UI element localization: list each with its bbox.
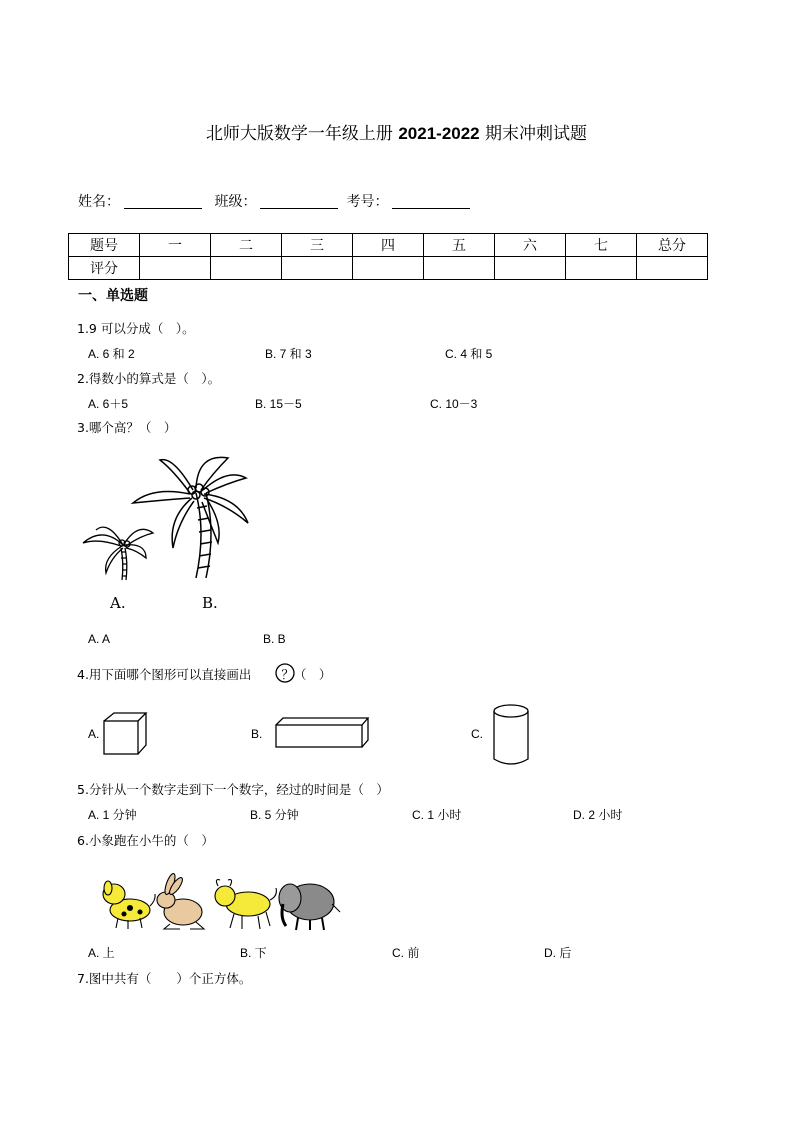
score-cell[interactable] [495, 257, 566, 280]
q3-option-a[interactable]: A. A [88, 632, 111, 646]
palm-trees-icon [78, 448, 263, 616]
q4-option-a[interactable]: A. [88, 727, 100, 741]
cuboid-icon [272, 716, 372, 750]
name-label: 姓名： [78, 194, 120, 210]
row-label-cell: 评分 [69, 257, 140, 280]
header-cell: 题号 [69, 234, 140, 257]
question-1-stem: 1.9 可以分成（ ）。 [77, 321, 195, 336]
header-cell: 六 [495, 234, 566, 257]
question-7-stem: 7.图中共有（ ）个正方体。 [77, 971, 252, 986]
question-3-stem: 3.哪个高？（ ） [77, 420, 177, 435]
q6-option-d[interactable]: D. 后 [544, 946, 572, 960]
cube-icon [100, 711, 150, 757]
question-6-stem: 6.小象跑在小牛的（ ） [77, 833, 214, 848]
question-2-stem: 2.得数小的算式是（ ）。 [77, 371, 221, 386]
header-cell: 总分 [637, 234, 708, 257]
q4-option-b[interactable]: B. [251, 727, 263, 741]
q3-option-b[interactable]: B. B [263, 632, 286, 646]
exam-label: 考号： [346, 194, 389, 210]
score-cell[interactable] [353, 257, 424, 280]
header-cell: 二 [211, 234, 282, 257]
score-cell[interactable] [566, 257, 637, 280]
score-table-header-row [69, 234, 708, 257]
score-cell[interactable] [637, 257, 708, 280]
q1-option-a[interactable]: A. 6 和 2 [88, 347, 135, 361]
header-cell: 四 [353, 234, 424, 257]
circle-icon [274, 662, 296, 684]
q1-option-c[interactable]: C. 4 和 5 [445, 347, 493, 361]
section-heading: 一、单选题 [78, 288, 148, 304]
cylinder-icon [490, 703, 534, 767]
q5-option-d[interactable]: D. 2 小时 [573, 808, 623, 822]
tree-label-b: B. [202, 594, 218, 612]
score-table [68, 233, 708, 280]
page-title: 北师大版数学一年级上册 2021-2022 期末冲刺试题 [205, 124, 588, 144]
q2-option-c[interactable]: C. 10－3 [430, 397, 478, 411]
class-label: 班级： [214, 194, 257, 210]
tree-label-a: A. [110, 594, 126, 612]
animals-row-icon [100, 874, 345, 932]
q6-option-c[interactable]: C. 前 [392, 946, 420, 960]
header-cell: 三 [282, 234, 353, 257]
question-4-stem: 4.用下面哪个图形可以直接画出 ？（ ） [77, 667, 332, 682]
q6-option-a[interactable]: A. 上 [88, 946, 115, 960]
q2-option-a[interactable]: A. 6＋5 [88, 397, 129, 411]
q1-option-b[interactable]: B. 7 和 3 [265, 347, 312, 361]
q6-option-b[interactable]: B. 下 [240, 946, 267, 960]
q5-option-b[interactable]: B. 5 分钟 [250, 808, 299, 822]
student-info-line [78, 191, 478, 211]
score-cell[interactable] [424, 257, 495, 280]
q5-option-a[interactable]: A. 1 分钟 [88, 808, 137, 822]
q2-option-b[interactable]: B. 15－5 [255, 397, 302, 411]
q4-option-c[interactable]: C. [471, 727, 483, 741]
score-cell[interactable] [211, 257, 282, 280]
name-blank[interactable] [124, 194, 202, 209]
header-cell: 一 [140, 234, 211, 257]
exam-number-blank[interactable] [392, 194, 470, 209]
score-table-score-row [69, 257, 708, 280]
class-blank[interactable] [260, 194, 338, 209]
q5-option-c[interactable]: C. 1 小时 [412, 808, 462, 822]
score-cell[interactable] [282, 257, 353, 280]
question-5-stem: 5.分针从一个数字走到下一个数字，经过的时间是（ ） [77, 782, 389, 797]
score-cell[interactable] [140, 257, 211, 280]
header-cell: 七 [566, 234, 637, 257]
header-cell: 五 [424, 234, 495, 257]
